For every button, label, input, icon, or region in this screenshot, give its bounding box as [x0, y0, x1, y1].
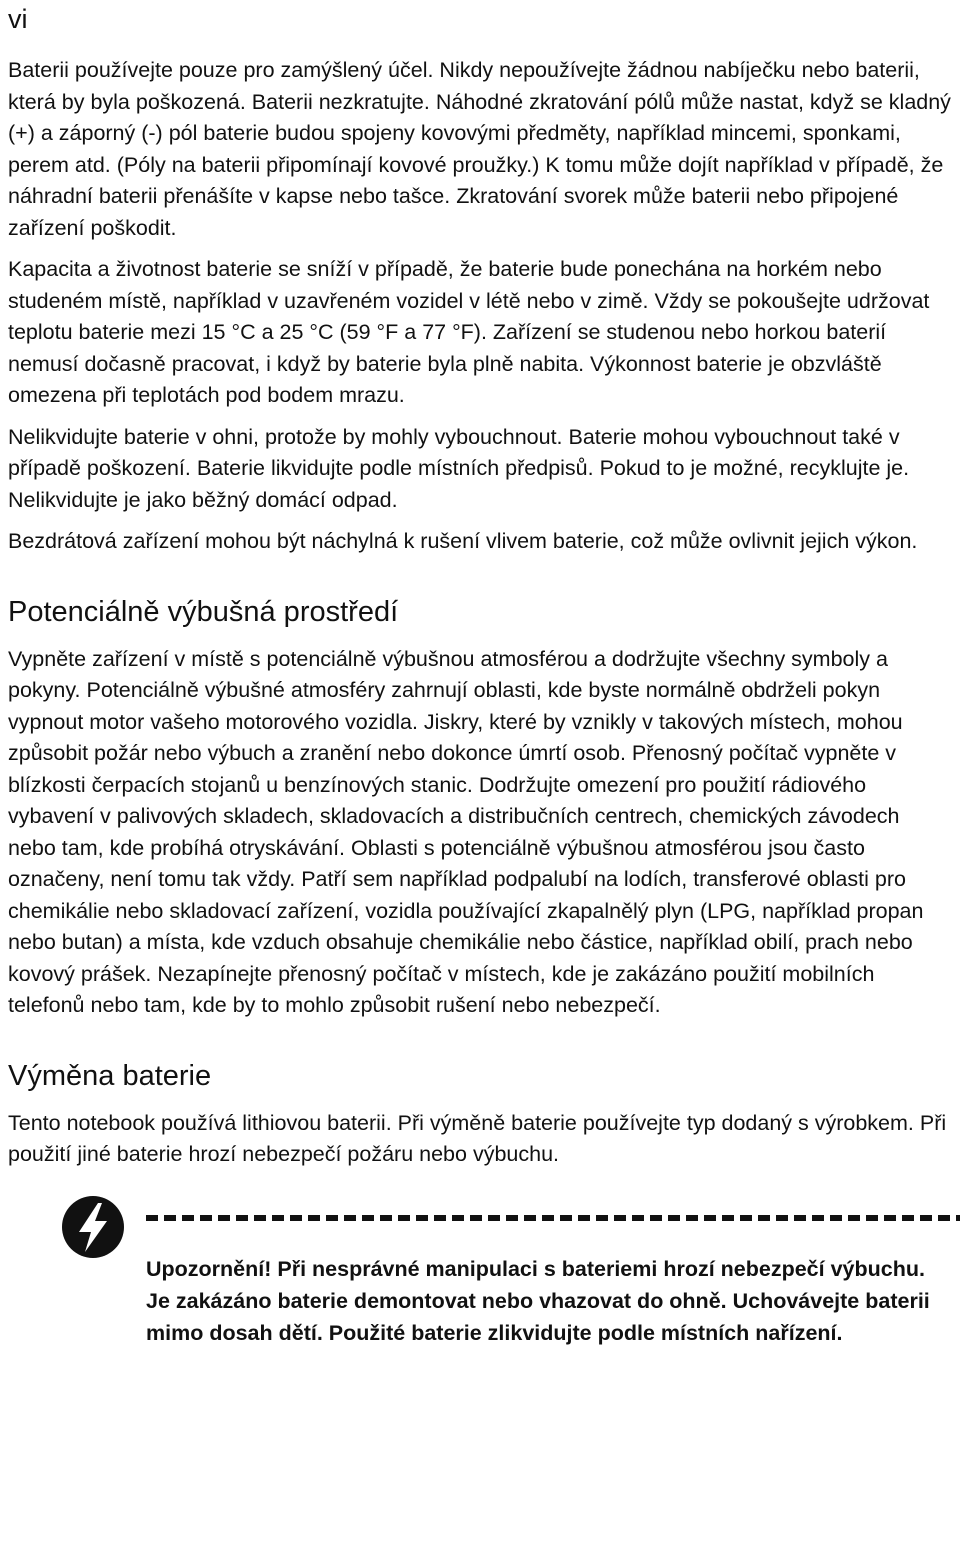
page-content: [8, 55, 953, 1375]
warning-text: Upozornění! Při nesprávné manipulaci s bateriemi hrozí nebezpečí výbuchu. Je zakázáno baterie demontovat nebo vhazovat do ohně. Uchovávejte baterii mimo dosah dětí. Použité baterie zlikvidujte podle místních nařízení.: [146, 1256, 930, 1345]
battery-replacement-heading: Výměna baterie: [8, 1059, 212, 1092]
explosive-environments-paragraph: Vypněte zařízení v místě s potenciálně výbušnou atmosférou a dodržujte všechny symboly a pokyny. Potenciálně výbušné atmosféry zahrnují oblasti, kde byste normálně obdrželi pokyn vypnout motor vašeho motorového vozidla. Jiskry, které by vznikly v takových místech, mohou způsobit požár nebo výbuch a zranění nebo dokonce úmrtí osob. Přenosný počítač vypněte v blízkosti čerpacích stojanů u benzínových stanic. Dodržujte omezení pro použití rádiového vybavení v palivových skladech, skladovacích a distribučních centrech, chemických závodech nebo tam, kde probíhá otryskávání. Oblasti s potenciálně výbušnou atmosférou jsou často označeny, není tomu tak vždy. Patří sem například podpalubí na lodích, transferové oblasti pro chemikálie nebo skladovací zařízení, vozidla používající zkapalnělý plyn (LPG, například propan nebo butan) a místa, kde vzduch obsahuje chemikálie nebo částice, například obilí, prach nebo kovový prášek. Nezapínejte přenosný počítač v místech, kde je zakázáno použití mobilních telefonů nebo tam, kde by to mohlo způsobit rušení nebo nebezpečí.: [8, 646, 924, 1017]
lightning-warning-icon: [61, 1195, 125, 1259]
battery-usage-paragraph: Baterii používejte pouze pro zamýšlený účel. Nikdy nepoužívejte žádnou nabíječku nebo baterii, která by byla poškozená. Baterii nezkratujte. Náhodné zkratování pólů může nastat, když se kladný (+) a záporný (-) pól baterie budou spojeny kovovými předměty, například mincemi, sponkami, perem atd. (Póly na baterii připomínají kovové proužky.) K tomu může dojít například v případě, že náhradní baterii přenášíte v kapse nebo tašce. Zkratování svorek může baterii nebo připojené zařízení poškodit.: [8, 58, 951, 240]
explosive-environments-heading: Potenciálně výbušná prostředí: [8, 595, 399, 628]
page-number: vi: [8, 4, 28, 34]
battery-disposal-paragraph: Nelikvidujte baterie v ohni, protože by mohly vybouchnout. Baterie mohou vybouchnout také v případě poškození. Baterie likvidujte podle místních předpisů. Pokud to je možné, recyklujte je. Nelikvidujte je jako běžný domácí odpad.: [8, 424, 910, 512]
battery-temperature-paragraph: Kapacita a životnost baterie se sníží v případě, že baterie bude ponechána na horkém nebo studeném místě, například v uzavřeném vozidel v létě nebo v zimě. Vždy se pokoušejte udržovat teplotu baterie mezi 15 °C a 25 °C (59 °F a 77 °F). Zařízení se studenou nebo horkou baterií nemusí dočasně pracovat, i když by baterie byla plně nabita. Výkonnost baterie je obzvláště omezena při teplotách pod bodem mrazu.: [8, 257, 930, 407]
warning-divider: [146, 1215, 960, 1221]
battery-interference-paragraph: Bezdrátová zařízení mohou být náchylná k rušení vlivem baterie, což může ovlivnit jejich výkon.: [8, 529, 918, 553]
battery-replacement-paragraph: Tento notebook používá lithiovou baterii. Při výměně baterie používejte typ dodaný s výrobkem. Při použití jiné baterie hrozí nebezpečí požáru nebo výbuchu.: [8, 1110, 947, 1166]
warning-box: [8, 1195, 953, 1375]
